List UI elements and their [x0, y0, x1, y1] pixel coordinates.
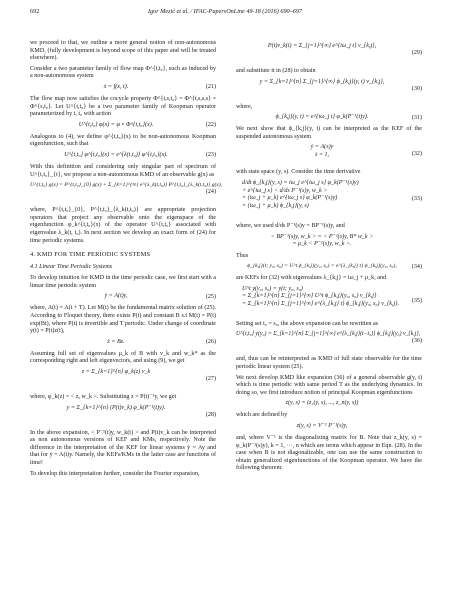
paragraph: where, φ_k(z) = < z, w_k >. Substituting z = P(t)⁻¹y, we get: [30, 394, 177, 401]
paragraph: To develop this interpretation further, consider the Fourier expansion,: [30, 470, 200, 477]
paragraph: where, P^{t,t₀}_{0}, P^{t,t₀}_{λ_k(t,t₀)} are appropriate projection operators that project any observable onto the eigenspace of the eigenfunction φ_k^{t,t₀}(x) of the operator U^{t,t₀} associated with eigenvalue λ_k(t, t₀). In next section we develop an exact form of (24) for time periodic systems.: [30, 207, 216, 244]
paragraph: where, we used d/ds P⁻¹(s)y = BP⁻¹(s)y, and: [236, 222, 345, 229]
paragraph: with state space (y, s). Consider the time derivative: [236, 169, 361, 176]
equation-26: ż = Bz. (26): [107, 338, 216, 346]
equation-21: ẋ = f(x, t). (21): [103, 83, 216, 91]
paragraph: we proceed to that, we outline a more general notion of non-autonomous KMD, (fully development is beyond scope of this paper and will be treated elsewhere).: [30, 40, 216, 62]
equation-31: ϕ_{k,j}(y, t) = e^{iω_j t} φ_k(P⁻¹(t)y). (31): [275, 114, 422, 121]
left-column: [30, 40, 223, 481]
paragraph: Setting set t₀ = s₀, the above expansion can be rewritten as: [236, 320, 379, 327]
equation-adjoint: < BP⁻¹(s)y, w_k > = < P⁻¹(s)y, B* w_k > = μ_k < P⁻¹(s)y, w_k >.: [270, 233, 374, 248]
paragraph: where,: [236, 103, 253, 110]
equation-33: d/dt ϕ_{k,j}(y, s) = iω_j e^{iω_j s} φ_k(P⁻¹(s)y) + e^{iω_j s} < d/ds P⁻¹(s)y, w_k > = (iω_j + μ_k) e^{iω_j s} φ_k(P⁻¹(s)y) = (iω_j + μ_k) ϕ_{k,j}(y, s) (33): [242, 179, 422, 209]
equation-22: U^{t,t₀} φ(x) = φ ∘ Φ^{t,t₀}(x). (22): [78, 121, 216, 129]
equation-23: U^{t,t₀} φ^{t,t₀}(x) = e^{λ(t,t₀)} φ^{t,t₀}(x). (23): [64, 151, 216, 159]
paragraph: where, A(t) = A(t + T). Let M(t) be the fundamental matrix solution of (25). According to Floquet theory, there exists P(t) and constant B s.t M(t) = P(t) exp(Bt), where P(t) is invertible and T periodic. Under change of coordinate y(t) = P(t)z(t),: [30, 305, 216, 335]
paragraph: and, where V⁻¹ is the diagonalizing matrix for B. Note that z_k(y, s) = φ_k(P⁻¹(s)y), k = 1, ···, n which are terms which appear in Eqn. (28). In the case when B is not diagonalizable, one can use the same construction to obtain generalized eigenfunctions of the Koopman operator. We have the following theorem:: [236, 434, 422, 472]
equation-35: U^t y(y₀, s₀) = y(t; y₀, s₀) = Σ_{k=1}^{n} Σ_{j=1}^{∞} U^t ϕ_{k,j}(y₀, s₀) v_{k,j} = Σ_{k=1}^{n} Σ_{j=1}^{∞} e^{λ_{k,j} t} ϕ_{k,j}(y₀, s₀) v_{k,j}. (35): [242, 285, 422, 307]
paragraph: We next show that ϕ_{k,j}(y, t) can be interpreted as the KEF of the suspended autonomous system: [236, 126, 422, 140]
equation-25: ẏ = A(t)y, (25): [104, 293, 216, 301]
paragraph: are KEFs for (32) with eigenvalues λ_{k,j} = iω_j + μ_k, and: [236, 275, 387, 282]
paragraph: and substitute it in (28) to obtain: [236, 68, 316, 74]
paragraph: Analogous to (4), we define φ^{t,t₀}(x) to be non-autonomous Koopman eigenfunction, such that: [30, 133, 216, 148]
equation-36: U^{t,t₀} y(y₀) = Σ_{k=1}^{n} Σ_{j=1}^{∞} e^{λ_{k,j}(t−t₀)} ϕ_{k,j}(y₀) v_{k,j}, (36): [236, 331, 422, 345]
equation-principal-definition: z(y, s) = V⁻¹ P⁻¹(s)y,: [296, 422, 348, 429]
equation-27: z = Σ_{k=1}^{n} φ_k(z) v_k (27): [81, 369, 216, 383]
paragraph: To develop intuition for KMD in the time periodic case, we first start with a linear time periodic system: [30, 275, 216, 289]
subsection-heading: 4.1 Linear Time Periodic Systems: [30, 263, 113, 270]
equation-28: y = Σ_{k=1}^{n} (P(t)v_k) φ_k(P⁻¹(t)y). (28): [66, 404, 216, 418]
paragraph: In the above expansion, < P⁻¹(t)y, w_k(t) > and P(t)v_k can be interpreted as non autonomous versions of KEF and KMs, respectively. Note the difference in the interpretation of the KEF for linear systems ẏ = Ay and that for ẏ = A(t)y. Namely, the KEFs/KMs in the latter case are functions of time!: [30, 429, 216, 466]
paragraph: We next develop KMD like expansion (36) of a general observable g(y, t) which is time periodic with same period T as the underlying dynamics. In doing so, we first introduce notion of principal Koopman eigenfunctions: [236, 374, 422, 396]
paragraph: The flow map now satisfies the cocycle property Φ^{t,s,t₀} = Φ^{t,s,s,s} ∘ Φ^{s,t₀}. Let U^{t,t₀} be a two parameter family of Koopman operator parameterized by t, t₀ with action: [30, 95, 216, 118]
paragraph: With this definition and considering only singular part of spectrum of U^{t,t₀}_{t}, we propose a non-autonomous KMD of an observable g(x) as: [30, 163, 216, 178]
running-head: Igor Mezić et al. / IFAC-PapersOnLine 49-18 (2016) 690–697: [147, 8, 303, 15]
paragraph: Assuming full set of eigenvalues μ_k of B with v_k and w_k* as the corresponding right and left eigenvectors, and using (9), we get: [30, 350, 216, 365]
paragraph: and, thus can be reinterpreted as KMD of full state observable for the time periodic linear system (25).: [236, 356, 422, 370]
right-column: [236, 40, 422, 476]
equation-principal-eigenfunctions: z(y, s) = (z₁(y, s), ..., z_n(y, s)): [285, 400, 359, 407]
page-header: [30, 8, 420, 20]
paragraph: Consider a two parameter family of flow map Φ^{t,t₀}, such as induced by a non-autonomous system: [30, 65, 216, 80]
paragraph: Thus: [236, 252, 249, 259]
equation-29: P(t)v_k(t) = Σ_{j=1}^{∞} e^{iω_j t} v_{k,j}, (29): [267, 43, 422, 57]
equation-32: ẏ = A(s)y ṡ = 1, (32): [310, 144, 422, 158]
equation-30: y = Σ_{k=1}^{n} Σ_{j=1}^{∞} ϕ_{k,j}(y, t) v_{k,j}, (30): [259, 78, 422, 92]
paragraph: which are defined by: [236, 412, 288, 419]
equation-24: U^{t,t₀} g(x) = P^{t,t₀}_{0} g(x) + Σ_{k=1}^{∞} e^{λ_k(t,t₀)} P^{t,t₀}_{λ_k(t,t₀)} g(x), (24): [30, 182, 223, 196]
page-number: 692: [30, 8, 40, 15]
section-heading: 4. KMD FOR TIME PERIODIC SYSTEMS: [30, 251, 151, 259]
equation-34: ϕ_{k,j}(t; y₀, s₀) = U^t ϕ_{k,j}(y₀, s₀) = e^{λ_{k,j} t} ϕ_{k,j}(y₀, s₀), (34): [247, 263, 422, 270]
